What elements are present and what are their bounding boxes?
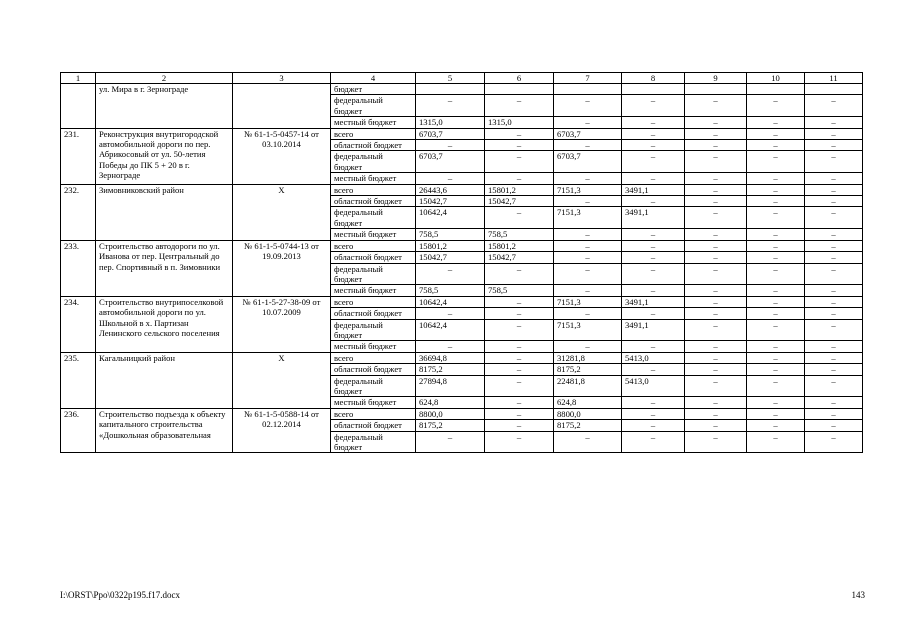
amount-cell: – — [622, 285, 685, 296]
amount-cell: – — [747, 352, 805, 363]
table-row — [61, 296, 863, 307]
amount-cell: – — [554, 341, 622, 352]
amount-cell: – — [554, 240, 622, 251]
amount-cell: – — [416, 95, 485, 117]
amount-cell — [805, 84, 863, 95]
amount-cell: – — [805, 184, 863, 195]
amount-cell: – — [747, 207, 805, 229]
amount-cell: – — [685, 140, 747, 151]
amount-cell: – — [622, 263, 685, 285]
budget-source: областной бюджет — [331, 196, 416, 207]
object-name: ул. Мира в г. Зернограде — [96, 84, 233, 129]
amount-cell: 8175,2 — [416, 364, 485, 375]
amount-cell: 3491,1 — [622, 207, 685, 229]
row-number: 236. — [61, 408, 96, 453]
amount-cell: – — [485, 140, 554, 151]
amount-cell: – — [805, 319, 863, 341]
amount-cell: – — [747, 117, 805, 128]
amount-cell: – — [685, 173, 747, 184]
amount-cell: – — [805, 207, 863, 229]
budget-source: федеральный бюджет — [331, 263, 416, 285]
amount-cell: 5413,0 — [622, 375, 685, 397]
amount-cell: – — [622, 364, 685, 375]
amount-cell: – — [747, 319, 805, 341]
amount-cell: – — [554, 431, 622, 453]
budget-source: местный бюджет — [331, 285, 416, 296]
amount-cell: – — [747, 140, 805, 151]
budget-source: областной бюджет — [331, 364, 416, 375]
amount-cell: – — [805, 352, 863, 363]
budget-source: местный бюджет — [331, 397, 416, 408]
amount-cell: – — [747, 128, 805, 139]
amount-cell: – — [747, 308, 805, 319]
budget-source: федеральный бюджет — [331, 151, 416, 173]
amount-cell: – — [747, 229, 805, 240]
amount-cell: 8175,2 — [554, 364, 622, 375]
amount-cell: – — [416, 263, 485, 285]
amount-cell: – — [747, 196, 805, 207]
amount-cell: 758,5 — [485, 229, 554, 240]
page-number: 143 — [851, 590, 865, 600]
amount-cell — [554, 84, 622, 95]
amount-cell: – — [747, 364, 805, 375]
amount-cell: – — [685, 184, 747, 195]
amount-cell: – — [485, 263, 554, 285]
amount-cell: 36694,8 — [416, 352, 485, 363]
budget-source: всего — [331, 184, 416, 195]
file-path: I:\ORST\Ppo\0322p195.f17.docx — [60, 590, 181, 600]
amount-cell: 7151,3 — [554, 207, 622, 229]
amount-cell: – — [805, 95, 863, 117]
amount-cell: – — [685, 207, 747, 229]
amount-cell: 6703,7 — [416, 128, 485, 139]
row-number: 232. — [61, 184, 96, 240]
amount-cell: – — [685, 240, 747, 251]
amount-cell: – — [416, 173, 485, 184]
amount-cell: 8175,2 — [554, 420, 622, 431]
amount-cell: – — [622, 408, 685, 419]
registration-info: № 61-1-5-0588-14 от 02.12.2014 — [233, 408, 331, 453]
amount-cell: 8800,0 — [554, 408, 622, 419]
amount-cell: – — [747, 285, 805, 296]
row-number — [61, 84, 96, 129]
amount-cell: – — [485, 431, 554, 453]
amount-cell: – — [485, 420, 554, 431]
amount-cell: – — [554, 308, 622, 319]
amount-cell: 15042,7 — [485, 252, 554, 263]
budget-source: федеральный бюджет — [331, 375, 416, 397]
column-header: 2 — [96, 73, 233, 84]
registration-info: X — [233, 352, 331, 408]
amount-cell: – — [747, 240, 805, 251]
amount-cell: – — [747, 397, 805, 408]
budget-source: всего — [331, 352, 416, 363]
table-row — [61, 184, 863, 195]
budget-source: всего — [331, 296, 416, 307]
budget-source: областной бюджет — [331, 252, 416, 263]
registration-info — [233, 84, 331, 129]
amount-cell: – — [485, 375, 554, 397]
amount-cell: 15042,7 — [416, 196, 485, 207]
amount-cell: – — [554, 95, 622, 117]
amount-cell: 3491,1 — [622, 319, 685, 341]
amount-cell: – — [747, 184, 805, 195]
amount-cell: 10642,4 — [416, 296, 485, 307]
amount-cell: – — [685, 252, 747, 263]
amount-cell: – — [685, 352, 747, 363]
amount-cell: – — [685, 431, 747, 453]
column-header: 1 — [61, 73, 96, 84]
object-name: Строительство внутрипоселковой автомобильной дороги по ул. Школьной в х. Партизан Ленинского сельского поселения — [96, 296, 233, 352]
amount-cell: – — [805, 296, 863, 307]
amount-cell: 624,8 — [554, 397, 622, 408]
row-number: 233. — [61, 240, 96, 296]
amount-cell: – — [416, 431, 485, 453]
amount-cell: – — [685, 375, 747, 397]
amount-cell: – — [416, 308, 485, 319]
table-body — [61, 84, 863, 453]
amount-cell: – — [805, 431, 863, 453]
amount-cell: 1315,0 — [416, 117, 485, 128]
amount-cell: – — [805, 240, 863, 251]
amount-cell: 7151,3 — [554, 296, 622, 307]
amount-cell: – — [485, 151, 554, 173]
column-header: 8 — [622, 73, 685, 84]
budget-source: бюджет — [331, 84, 416, 95]
amount-cell: – — [685, 95, 747, 117]
budget-source: местный бюджет — [331, 341, 416, 352]
object-name: Зимовниковский район — [96, 184, 233, 240]
amount-cell: – — [622, 252, 685, 263]
amount-cell: – — [485, 128, 554, 139]
budget-source: областной бюджет — [331, 420, 416, 431]
amount-cell: 6703,7 — [554, 128, 622, 139]
budget-source: местный бюджет — [331, 117, 416, 128]
amount-cell: – — [622, 173, 685, 184]
object-name: Строительство подъезда к объекту капитального строительства «Дошкольная образовательная — [96, 408, 233, 453]
amount-cell: – — [805, 397, 863, 408]
budget-source: всего — [331, 408, 416, 419]
amount-cell: – — [685, 196, 747, 207]
amount-cell: – — [685, 229, 747, 240]
column-header: 7 — [554, 73, 622, 84]
amount-cell: 758,5 — [416, 229, 485, 240]
amount-cell: – — [805, 196, 863, 207]
amount-cell: 26443,6 — [416, 184, 485, 195]
column-header: 4 — [331, 73, 416, 84]
amount-cell: – — [805, 252, 863, 263]
amount-cell: 7151,3 — [554, 184, 622, 195]
row-number: 235. — [61, 352, 96, 408]
column-header: 6 — [485, 73, 554, 84]
amount-cell: – — [747, 173, 805, 184]
budget-table — [60, 72, 863, 453]
amount-cell: – — [485, 364, 554, 375]
amount-cell: 6703,7 — [554, 151, 622, 173]
amount-cell: 10642,4 — [416, 207, 485, 229]
amount-cell: 10642,4 — [416, 319, 485, 341]
amount-cell: – — [747, 341, 805, 352]
amount-cell: – — [685, 285, 747, 296]
amount-cell: 22481,8 — [554, 375, 622, 397]
amount-cell: – — [747, 252, 805, 263]
amount-cell: 8175,2 — [416, 420, 485, 431]
budget-source: федеральный бюджет — [331, 431, 416, 453]
amount-cell: – — [622, 95, 685, 117]
amount-cell: – — [805, 128, 863, 139]
amount-cell: 624,8 — [416, 397, 485, 408]
amount-cell: – — [622, 431, 685, 453]
amount-cell: – — [805, 263, 863, 285]
amount-cell: – — [416, 341, 485, 352]
amount-cell — [747, 84, 805, 95]
amount-cell: – — [622, 128, 685, 139]
budget-source: местный бюджет — [331, 229, 416, 240]
amount-cell — [622, 84, 685, 95]
amount-cell: 6703,7 — [416, 151, 485, 173]
row-number: 234. — [61, 296, 96, 352]
amount-cell: – — [554, 285, 622, 296]
amount-cell: – — [485, 173, 554, 184]
amount-cell: – — [685, 151, 747, 173]
amount-cell: – — [747, 151, 805, 173]
budget-source: федеральный бюджет — [331, 207, 416, 229]
amount-cell: – — [685, 397, 747, 408]
amount-cell: 15801,2 — [416, 240, 485, 251]
amount-cell: – — [622, 240, 685, 251]
amount-cell: – — [622, 229, 685, 240]
amount-cell: 15801,2 — [485, 184, 554, 195]
amount-cell: – — [747, 375, 805, 397]
amount-cell: – — [622, 341, 685, 352]
column-header: 3 — [233, 73, 331, 84]
budget-source: областной бюджет — [331, 308, 416, 319]
amount-cell: 8800,0 — [416, 408, 485, 419]
amount-cell: – — [416, 140, 485, 151]
amount-cell: 3491,1 — [622, 184, 685, 195]
amount-cell: – — [747, 95, 805, 117]
amount-cell: – — [485, 352, 554, 363]
amount-cell: – — [622, 308, 685, 319]
amount-cell: – — [685, 420, 747, 431]
amount-cell: – — [805, 151, 863, 173]
amount-cell: – — [805, 117, 863, 128]
amount-cell: – — [685, 308, 747, 319]
amount-cell: – — [622, 151, 685, 173]
amount-cell: – — [685, 341, 747, 352]
amount-cell: 5413,0 — [622, 352, 685, 363]
row-number: 231. — [61, 128, 96, 184]
amount-cell: 15801,2 — [485, 240, 554, 251]
table-row — [61, 352, 863, 363]
amount-cell: – — [622, 397, 685, 408]
amount-cell: – — [622, 420, 685, 431]
column-header: 9 — [685, 73, 747, 84]
amount-cell: – — [805, 408, 863, 419]
table-row — [61, 240, 863, 251]
amount-cell: – — [554, 263, 622, 285]
budget-source: федеральный бюджет — [331, 319, 416, 341]
column-header: 10 — [747, 73, 805, 84]
budget-source: всего — [331, 240, 416, 251]
amount-cell — [685, 84, 747, 95]
amount-cell: – — [485, 408, 554, 419]
registration-info: № 61-1-5-0457-14 от 03.10.2014 — [233, 128, 331, 184]
amount-cell: – — [747, 263, 805, 285]
amount-cell: – — [685, 117, 747, 128]
amount-cell: – — [554, 140, 622, 151]
amount-cell: – — [805, 173, 863, 184]
table-row — [61, 128, 863, 139]
amount-cell: – — [685, 128, 747, 139]
table-row — [61, 408, 863, 419]
amount-cell: – — [805, 285, 863, 296]
table-header-row — [61, 73, 863, 84]
amount-cell: – — [747, 431, 805, 453]
amount-cell: – — [485, 341, 554, 352]
amount-cell: – — [622, 117, 685, 128]
amount-cell: – — [554, 252, 622, 263]
amount-cell: – — [685, 364, 747, 375]
amount-cell: – — [805, 308, 863, 319]
amount-cell: – — [747, 420, 805, 431]
amount-cell: 1315,0 — [485, 117, 554, 128]
amount-cell: – — [554, 117, 622, 128]
amount-cell: – — [805, 364, 863, 375]
amount-cell: – — [685, 319, 747, 341]
object-name: Реконструкция внутригородской автомобильной дороги по пер. Абрикосовый от ул. 50-летия Победы до ПК 5 + 20 в г. Зернограде — [96, 128, 233, 184]
amount-cell: – — [485, 296, 554, 307]
amount-cell: – — [485, 319, 554, 341]
amount-cell: – — [554, 196, 622, 207]
amount-cell: – — [485, 95, 554, 117]
amount-cell: – — [685, 263, 747, 285]
budget-source: областной бюджет — [331, 140, 416, 151]
amount-cell — [485, 84, 554, 95]
amount-cell: – — [485, 308, 554, 319]
amount-cell: – — [805, 375, 863, 397]
amount-cell: – — [805, 140, 863, 151]
column-header: 5 — [416, 73, 485, 84]
column-header: 11 — [805, 73, 863, 84]
amount-cell: 31281,8 — [554, 352, 622, 363]
amount-cell: – — [485, 207, 554, 229]
registration-info: № 61-1-5-27-38-09 от 10.07.2009 — [233, 296, 331, 352]
amount-cell: 3491,1 — [622, 296, 685, 307]
object-name: Кагальницкий район — [96, 352, 233, 408]
table-row — [61, 84, 863, 95]
registration-info: X — [233, 184, 331, 240]
amount-cell: – — [805, 341, 863, 352]
registration-info: № 61-1-5-0744-13 от 19.09.2013 — [233, 240, 331, 296]
amount-cell: 7151,3 — [554, 319, 622, 341]
amount-cell: – — [554, 229, 622, 240]
amount-cell: – — [747, 408, 805, 419]
amount-cell: 15042,7 — [416, 252, 485, 263]
amount-cell: – — [554, 173, 622, 184]
amount-cell: 758,5 — [485, 285, 554, 296]
amount-cell: – — [685, 296, 747, 307]
amount-cell: 27894,8 — [416, 375, 485, 397]
amount-cell: – — [805, 420, 863, 431]
amount-cell — [416, 84, 485, 95]
amount-cell: – — [805, 229, 863, 240]
budget-source: всего — [331, 128, 416, 139]
amount-cell: – — [685, 408, 747, 419]
amount-cell: 758,5 — [416, 285, 485, 296]
amount-cell: – — [622, 196, 685, 207]
amount-cell: – — [747, 296, 805, 307]
budget-source: местный бюджет — [331, 173, 416, 184]
budget-source: федеральный бюджет — [331, 95, 416, 117]
amount-cell: 15042,7 — [485, 196, 554, 207]
object-name: Строительство автодороги по ул. Иванова от пер. Центральный до пер. Спортивный в п. Зимовники — [96, 240, 233, 296]
amount-cell: – — [485, 397, 554, 408]
amount-cell: – — [622, 140, 685, 151]
